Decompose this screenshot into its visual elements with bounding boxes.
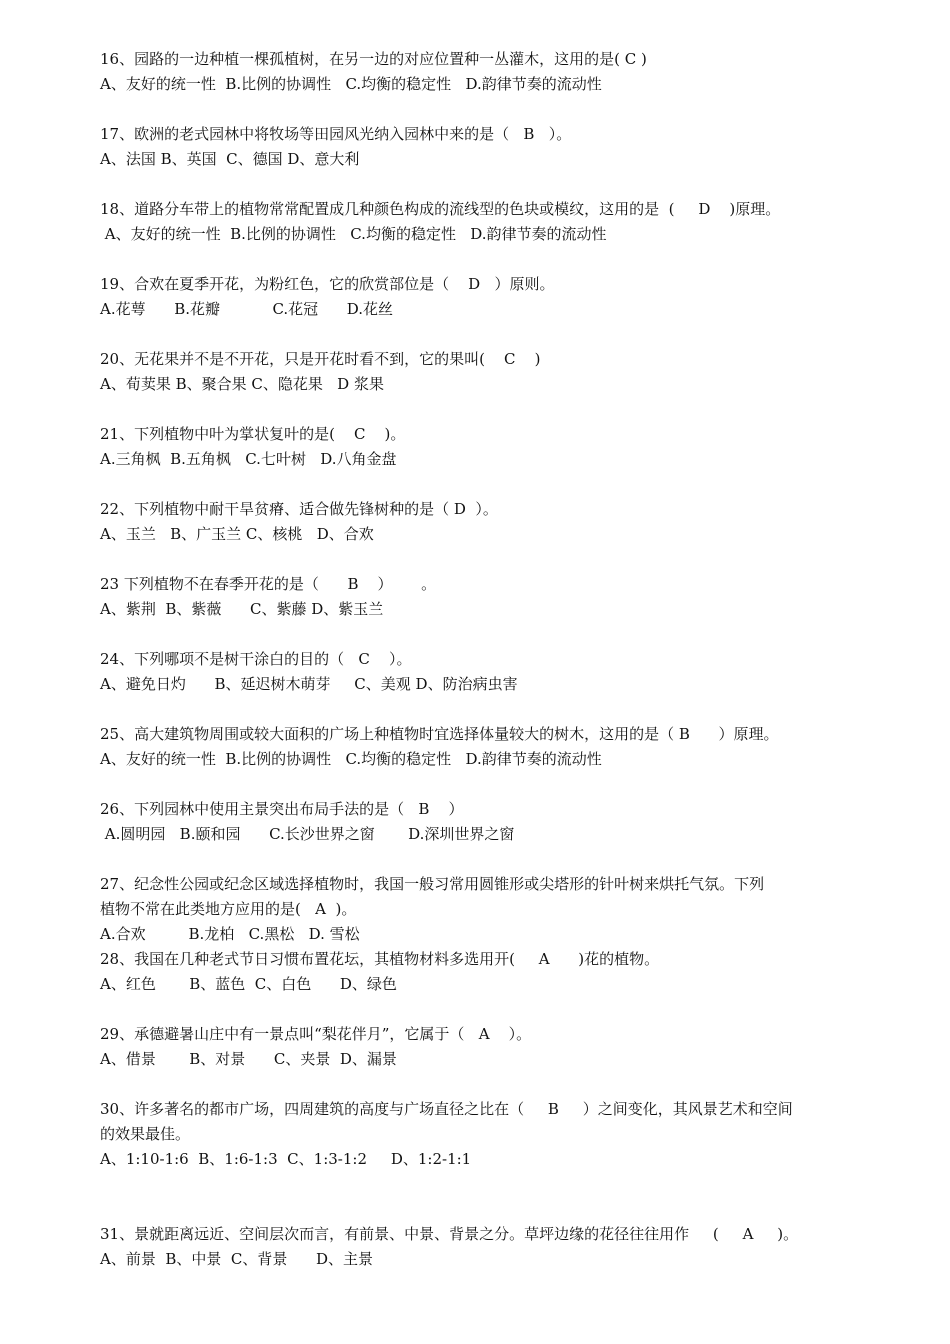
question-17 — [100, 122, 860, 172]
question-26 — [100, 797, 860, 847]
answer-options: A、法国 B、英国 C、德国 D、意大利 — [100, 150, 360, 168]
question-text: 22、下列植物中耐干旱贫瘠、适合做先锋树种的是（ D ）。 — [100, 500, 498, 518]
question-24 — [100, 647, 860, 697]
answer-options: A、避免日灼 B、延迟树木萌芽 C、美观 D、防治病虫害 — [100, 675, 518, 693]
answer-options: A.花萼 B.花瓣 C.花冠 D.花丝 — [100, 300, 394, 318]
question-28 — [100, 947, 860, 997]
answer-options: A.圆明园 B.颐和园 C.长沙世界之窗 D.深圳世界之窗 — [100, 825, 515, 843]
spacer — [100, 697, 860, 722]
answer-options: A、玉兰 B、广玉兰 C、核桃 D、合欢 — [100, 525, 374, 543]
question-text: 19、合欢在夏季开花，为粉红色，它的欣赏部位是（ D ）原则。 — [100, 275, 555, 293]
question-text-continued: 植物不常在此类地方应用的是( A )。 — [100, 900, 357, 918]
question-text: 18、道路分车带上的植物常常配置成几种颜色构成的流线型的色块或模纹，这用的是 ( D )原理。 — [100, 200, 781, 218]
spacer — [100, 772, 860, 797]
question-text: 25、高大建筑物周围或较大面积的广场上种植物时宜选择体量较大的树木，这用的是（ B ）原理。 — [100, 725, 779, 743]
spacer — [100, 622, 860, 647]
question-23 — [100, 572, 860, 622]
question-text: 31、景就距离远近、空间层次而言，有前景、中景、背景之分。草坪边缘的花径往往用作 ( A )。 — [100, 1225, 799, 1243]
question-text: 27、纪念性公园或纪念区域选择植物时，我国一般习常用圆锥形或尖塔形的针叶树来烘托气氛。下列 — [100, 875, 765, 893]
answer-options: A、红色 B、蓝色 C、白色 D、绿色 — [100, 975, 397, 993]
answer-options: A、前景 B、中景 C、背景 D、主景 — [100, 1250, 374, 1268]
spacer — [100, 172, 860, 197]
question-22 — [100, 497, 860, 547]
spacer — [100, 97, 860, 122]
answer-options: A、1:10-1:6 B、1:6-1:3 C、1:3-1:2 D、1:2-1:1 — [100, 1150, 472, 1168]
answer-options: A、友好的统一性 B.比例的协调性 C.均衡的稳定性 D.韵律节奏的流动性 — [100, 750, 602, 768]
question-25 — [100, 722, 860, 772]
answer-options: A、友好的统一性 B.比例的协调性 C.均衡的稳定性 D.韵律节奏的流动性 — [100, 225, 607, 243]
answer-options: A.合欢 B.龙柏 C.黑松 D. 雪松 — [100, 925, 360, 943]
question-19 — [100, 272, 860, 322]
question-text: 17、欧洲的老式园林中将牧场等田园风光纳入园林中来的是（ B ）。 — [100, 125, 572, 143]
question-31 — [100, 1222, 860, 1272]
question-27 — [100, 872, 860, 947]
answer-options: A、紫荆 B、紫薇 C、紫藤 D、紫玉兰 — [100, 600, 384, 618]
answer-options: A、荀荬果 B、聚合果 C、隐花果 D 浆果 — [100, 375, 384, 393]
spacer — [100, 847, 860, 872]
spacer — [100, 397, 860, 422]
question-text: 24、下列哪项不是树干涂白的目的（ C ）。 — [100, 650, 412, 668]
question-18 — [100, 197, 860, 247]
question-text: 23 下列植物不在春季开花的是（ B ） 。 — [100, 575, 437, 593]
question-text: 26、下列园林中使用主景突出布局手法的是（ B ） — [100, 800, 464, 818]
spacer — [100, 247, 860, 272]
question-29 — [100, 1022, 860, 1072]
question-text: 21、下列植物中叶为掌状复叶的是( C )。 — [100, 425, 406, 443]
spacer — [100, 547, 860, 572]
spacer — [100, 1172, 860, 1222]
spacer — [100, 472, 860, 497]
question-text-continued: 的效果最佳。 — [100, 1125, 191, 1143]
question-text: 16、园路的一边种植一棵孤植树，在另一边的对应位置种一丛灌木，这用的是( C ) — [100, 50, 647, 68]
answer-options: A、借景 B、对景 C、夹景 D、漏景 — [100, 1050, 397, 1068]
question-text: 28、我国在几种老式节日习惯布置花坛，其植物材料多选用开( A )花的植物。 — [100, 950, 660, 968]
question-text: 20、无花果并不是不开花，只是开花时看不到，它的果叫( C ) — [100, 350, 541, 368]
question-30 — [100, 1097, 860, 1172]
spacer — [100, 997, 860, 1022]
question-21 — [100, 422, 860, 472]
question-text: 30、许多著名的都市广场，四周建筑的高度与广场直径之比在（ B ）之间变化，其风景艺术和空间 — [100, 1100, 793, 1118]
answer-options: A.三角枫 B.五角枫 C.七叶树 D.八角金盘 — [100, 450, 397, 468]
question-20 — [100, 347, 860, 397]
question-text: 29、承德避暑山庄中有一景点叫“梨花伴月”，它属于（ A ）。 — [100, 1025, 532, 1043]
question-16 — [100, 47, 860, 97]
answer-options: A、友好的统一性 B.比例的协调性 C.均衡的稳定性 D.韵律节奏的流动性 — [100, 75, 602, 93]
document-page — [100, 47, 860, 1272]
spacer — [100, 1072, 860, 1097]
spacer — [100, 322, 860, 347]
